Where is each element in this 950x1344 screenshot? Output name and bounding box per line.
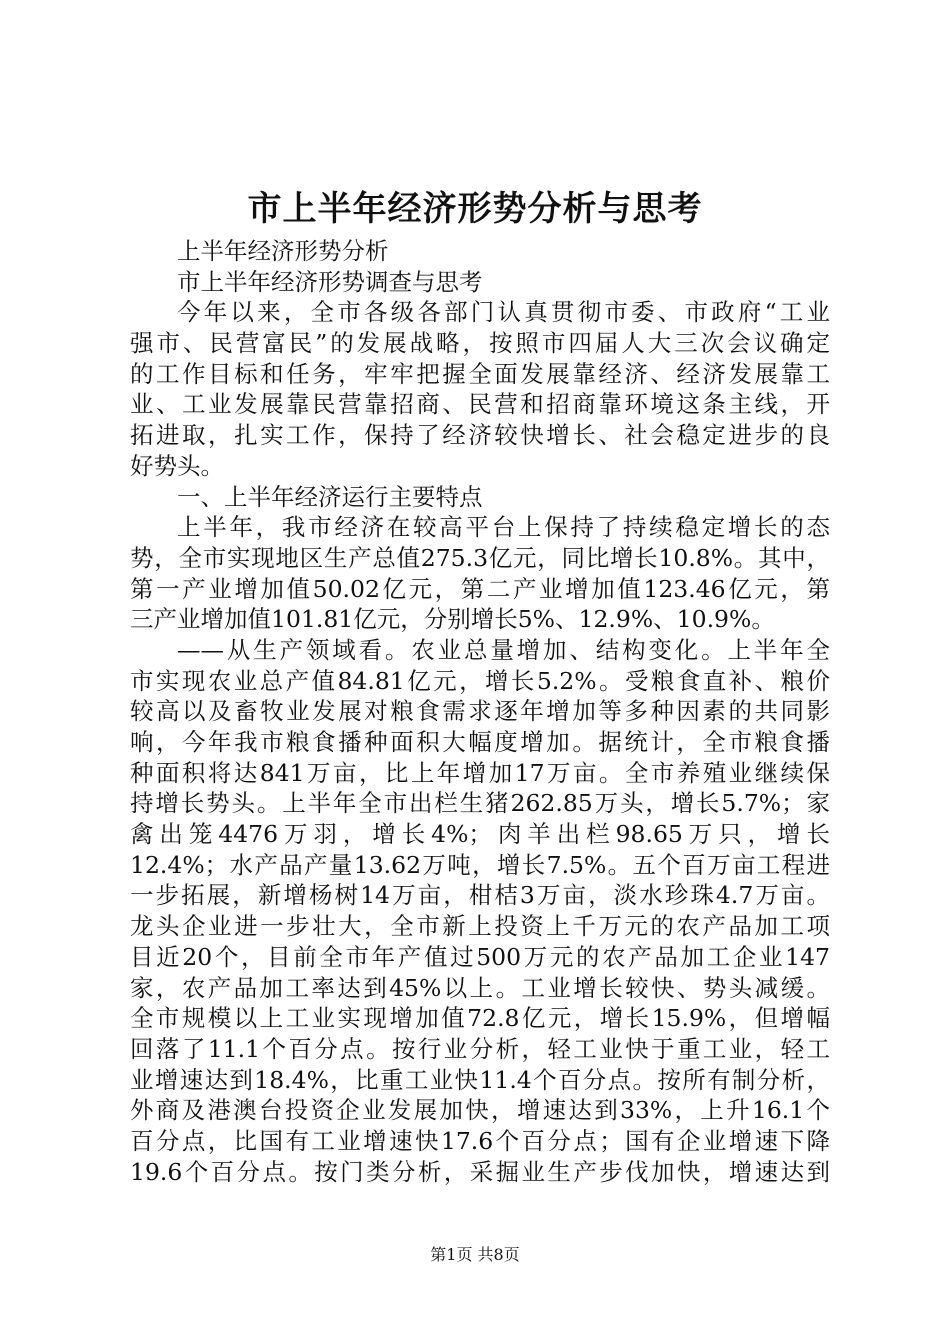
paragraph-line: 19.6个百分点。按门类分析，采掘业生产步伐加快，增速达到: [130, 1157, 830, 1186]
document-title: 市上半年经济形势分析与思考: [247, 189, 703, 229]
paragraph-line: 外商及港澳台投资企业发展加快，增速达到33%，上升16.1个: [130, 1096, 830, 1125]
paragraph-line: 今年以来，全市各级各部门认真贯彻市委、市政府“工业: [177, 298, 830, 327]
paragraph-line: 业增速达到18.4%，比重工业快11.4个百分点。按所有制分析，: [130, 1065, 830, 1094]
paragraph-line: 12.4%；水产品产量13.62万吨，增长7.5%。五个百万亩工程进: [130, 850, 830, 879]
paragraph-line: 龙头企业进一步壮大，全市新上投资上千万元的农产品加工项: [130, 912, 830, 941]
paragraph-line: 的工作目标和任务，牢牢把握全面发展靠经济、经济发展靠工: [130, 359, 830, 388]
paragraph-line: 禽出笼4476万羽，增长4%；肉羊出栏98.65万只，增长: [130, 820, 830, 849]
paragraph-line: 一步拓展，新增杨树14万亩，柑桔3万亩，淡水珍珠4.7万亩。: [130, 881, 830, 910]
paragraph-line: 较高以及畜牧业发展对粮食需求逐年增加等多种因素的共同影: [130, 697, 830, 726]
paragraph-line: 持增长势头。上半年全市出栏生猪262.85万头，增长5.7%；家: [130, 789, 830, 818]
paragraph-line: 百分点，比国有工业增速快17.6个百分点；国有企业增速下降: [130, 1126, 830, 1155]
document-body: [130, 236, 830, 1187]
page-number-footer: 第1页 共8页: [430, 1245, 520, 1264]
paragraph-line: 拓进取，扎实工作，保持了经济较快增长、社会稳定进步的良: [130, 421, 830, 450]
paragraph-line: 第一产业增加值50.02亿元，第二产业增加值123.46亿元，第: [130, 574, 830, 603]
paragraph-line: 目近20个，目前全市年产值过500万元的农产品加工企业147: [130, 942, 830, 971]
paragraph-line: 势，全市实现地区生产总值275.3亿元，同比增长10.8%。其中，: [130, 543, 830, 572]
paragraph-line: 家，农产品加工率达到45%以上。工业增长较快、势头减缓。: [130, 973, 830, 1002]
paragraph-line: ——从生产领域看。农业总量增加、结构变化。上半年全: [177, 635, 830, 664]
paragraph-line: 强市、民营富民”的发展战略，按照市四届人大三次会议确定: [130, 329, 830, 358]
section-heading: 一、上半年经济运行主要特点: [177, 482, 483, 511]
paragraph-line: 响，今年我市粮食播种面积大幅度增加。据统计，全市粮食播: [130, 728, 830, 756]
paragraph-line: 上半年，我市经济在较高平台上保持了持续稳定增长的态: [177, 513, 830, 542]
paragraph-line: 种面积将达841万亩，比上年增加17万亩。全市养殖业继续保: [130, 758, 830, 787]
subheading-line: 市上半年经济形势调查与思考: [177, 267, 483, 296]
paragraph-line: 业、工业发展靠民营靠招商、民营和招商靠环境这条主线，开: [130, 390, 830, 419]
paragraph-line: 全市规模以上工业实现增加值72.8亿元，增长15.9%，但增幅: [130, 1004, 830, 1033]
paragraph-line: 回落了11.1个百分点。按行业分析，轻工业快于重工业，轻工: [130, 1034, 830, 1063]
paragraph-line: 三产业增加值101.81亿元，分别增长5%、12.9%、10.9%。: [130, 605, 775, 634]
paragraph-line: 市实现农业总产值84.81亿元，增长5.2%。受粮食直补、粮价: [130, 666, 830, 695]
paragraph-line: 好势头。: [130, 451, 224, 480]
subheading-line: 上半年经济形势分析: [177, 237, 389, 265]
